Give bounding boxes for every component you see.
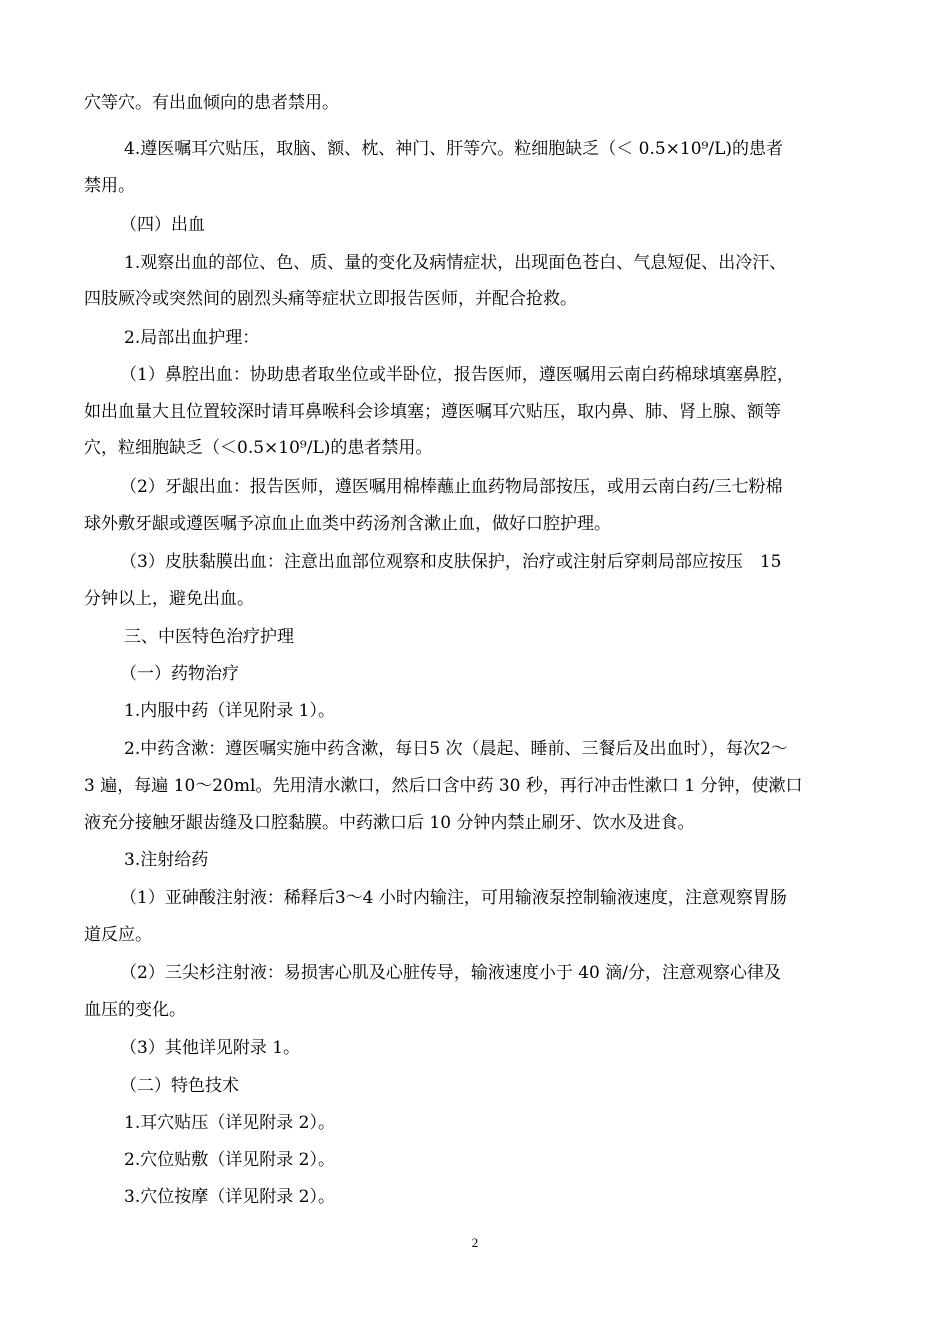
page-number: 2: [471, 1235, 479, 1250]
section-heading: （二）特色技术: [120, 1076, 239, 1096]
paragraph-line: （3）皮肤黏膜出血：注意出血部位观察和皮肤保护，治疗或注射后穿刺局部应按压 15: [120, 552, 782, 572]
paragraph-line: 如出血量大且位置较深时请耳鼻喉科会诊填塞；遵医嘱耳穴贴压，取内鼻、肺、肾上腺、额等: [84, 402, 781, 422]
paragraph-line: 4.遵医嘱耳穴贴压，取脑、额、枕、神门、肝等穴。粒细胞缺乏（＜ 0.5×10⁹/L)的患者: [124, 139, 783, 159]
paragraph-line: 穴等穴。有出血倾向的患者禁用。: [84, 93, 339, 113]
paragraph-line: 2.局部出血护理：: [124, 328, 260, 348]
paragraph-line: 液充分接触牙龈齿缝及口腔黏膜。中药漱口后 10 分钟内禁止刷牙、饮水及进食。: [84, 813, 695, 833]
paragraph-line: 穴，粒细胞缺乏（＜0.5×10⁹/L)的患者禁用。: [84, 438, 433, 458]
paragraph-line: 1.内服中药（详见附录 1）。: [124, 701, 335, 721]
paragraph-line: 分钟以上，避免出血。: [84, 589, 254, 609]
section-heading: （四）出血: [120, 215, 205, 235]
paragraph-line: （1）鼻腔出血：协助患者取坐位或半卧位，报告医师，遵医嘱用云南白药棉球填塞鼻腔，: [120, 365, 794, 385]
paragraph-line: 四肢厥冷或突然间的剧烈头痛等症状立即报告医师，并配合抢救。: [84, 289, 577, 309]
paragraph-line: 禁用。: [84, 176, 135, 196]
paragraph-line: 2.中药含漱：遵医嘱实施中药含漱，每日5 次（晨起、睡前、三餐后及出血时），每次2～: [124, 739, 788, 759]
paragraph-line: 3.注射给药: [124, 850, 209, 870]
paragraph-line: 道反应。: [84, 925, 152, 945]
paragraph-line: （2）三尖杉注射液：易损害心肌及心脏传导，输液速度小于 40 滴/分，注意观察心律及: [120, 963, 781, 983]
paragraph-line: 1.耳穴贴压（详见附录 2）。: [124, 1113, 335, 1133]
paragraph-line: （3）其他详见附录 1。: [120, 1038, 301, 1058]
paragraph-line: （1）亚砷酸注射液：稀释后3～4 小时内输注，可用输液泵控制输液速度，注意观察胃肠: [120, 888, 787, 908]
paragraph-line: 3.穴位按摩（详见附录 2）。: [124, 1187, 335, 1207]
paragraph-line: 球外敷牙龈或遵医嘱予凉血止血类中药汤剂含漱止血，做好口腔护理。: [84, 514, 611, 534]
section-heading: （一）药物治疗: [120, 664, 239, 684]
section-heading: 三、中医特色治疗护理: [124, 627, 294, 647]
paragraph-line: 1.观察出血的部位、色、质、量的变化及病情症状，出现面色苍白、气息短促、出冷汗、: [124, 253, 787, 273]
paragraph-line: 2.穴位贴敷（详见附录 2）。: [124, 1150, 335, 1170]
paragraph-line: 3 遍，每遍 10～20ml。先用清水漱口，然后口含中药 30 秒，再行冲击性漱口 1 分钟，使漱口: [84, 776, 803, 796]
paragraph-line: （2）牙龈出血：报告医师，遵医嘱用棉棒蘸止血药物局部按压，或用云南白药/三七粉棉: [120, 477, 783, 497]
paragraph-line: 血压的变化。: [84, 1000, 186, 1020]
